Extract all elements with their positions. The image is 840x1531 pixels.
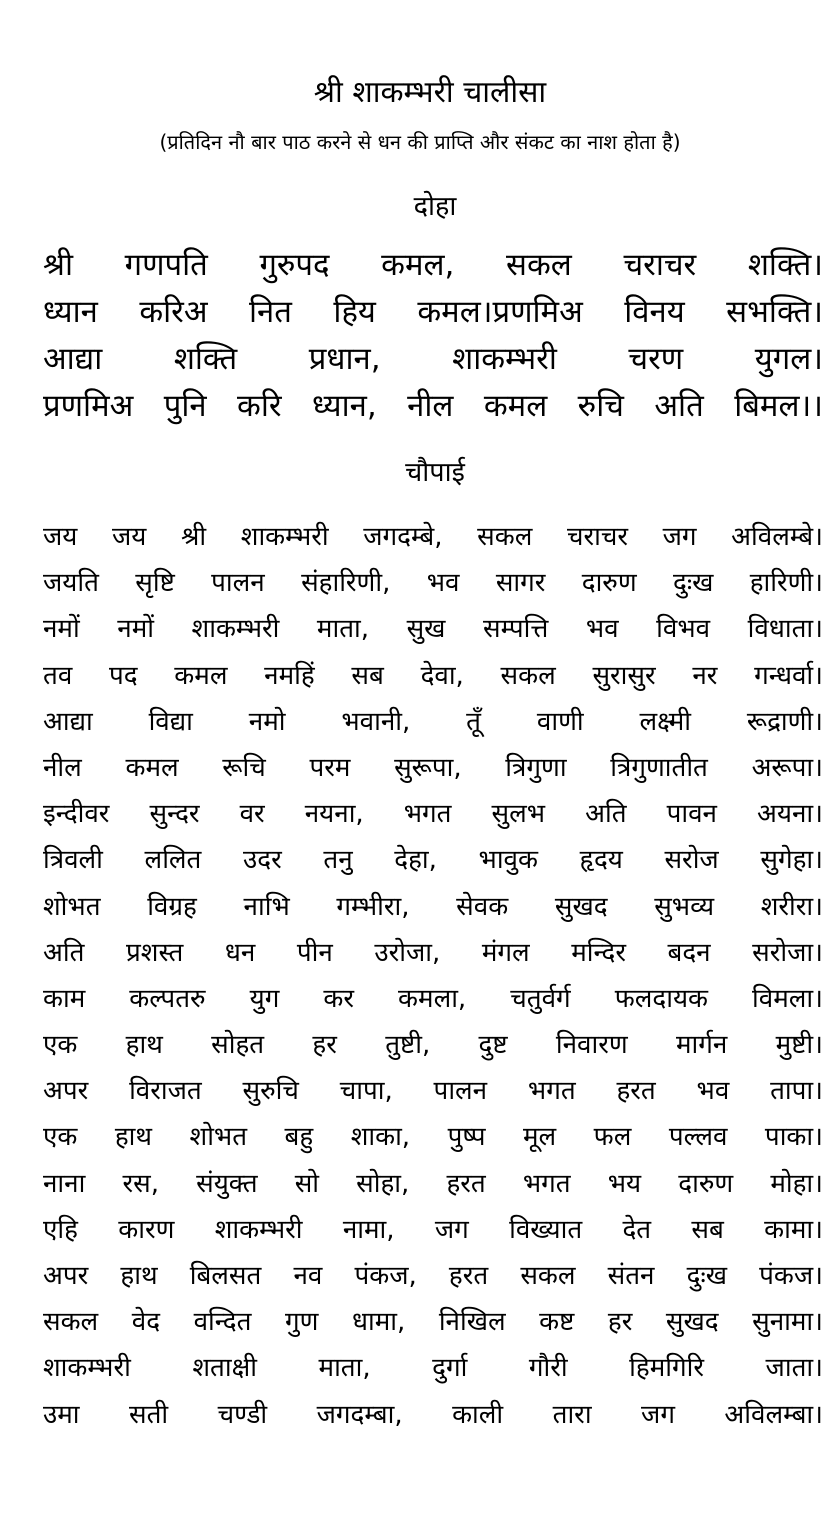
chaupai-line: त्रिवली ललित उदर तनु देहा, भावुक हृदय सरोज सुगेहा। (43, 845, 823, 876)
doha-line: श्री गणपति गुरुपद कमल, सकल चराचर शक्ति। (43, 247, 823, 283)
chaupai-line: एक हाथ सोहत हर तुष्टी, दुष्ट निवारण मार्गन मुष्टी। (43, 1030, 823, 1061)
doha-line: प्रणमिअ पुनि करि ध्यान, नील कमल रुचि अति बिमल।। (43, 388, 823, 424)
chaupai-line: जयति सृष्टि पालन संहारिणी, भव सागर दारुण दुःख हारिणी। (43, 568, 823, 599)
chaupai-line: जय जय श्री शाकम्भरी जगदम्बे, सकल चराचर जग अविलम्बे। (43, 522, 823, 552)
chaupai-line: उमा सती चण्डी जगदम्बा, काली तारा जग अविलम्बा। (43, 1399, 823, 1430)
chaupai-line: एहि कारण शाकम्भरी नामा, जग विख्यात देत सब कामा। (43, 1214, 823, 1245)
chaupai-line: एक हाथ शोभत बहु शाका, पुष्प मूल फल पल्लव पाका। (43, 1122, 823, 1153)
chaupai-line: अति प्रशस्त धन पीन उरोजा, मंगल मन्दिर बदन सरोजा। (43, 937, 823, 968)
chaupai-line: नमों नमों शाकम्भरी माता, सुख सम्पत्ति भव विभव विधाता। (43, 614, 823, 645)
chaupai-line: अपर हाथ बिलसत नव पंकज, हरत सकल संतन दुःख पंकज। (43, 1261, 823, 1291)
doha-verses (43, 242, 823, 430)
chaupai-line: अपर विराजत सुरुचि चापा, पालन भगत हरत भव तापा। (43, 1076, 823, 1107)
chaupai-line: तव पद कमल नमहिं सब देवा, सकल सुरासुर नर गन्धर्वा। (43, 660, 823, 691)
chaupai-line: शाकम्भरी शताक्षी माता, दुर्गा गौरी हिमगिरि जाता। (43, 1353, 823, 1384)
doha-line: आद्या शक्ति प्रधान, शाकम्भरी चरण युगल। (43, 341, 823, 377)
chaupai-line: आद्या विद्या नमो भवानी, तूँ वाणी लक्ष्मी रूद्राणी। (43, 706, 823, 737)
chaupai-line: सकल वेद वन्दित गुण धामा, निखिल कष्ट हर सुखद सुनामा। (43, 1307, 823, 1338)
chaupai-line: काम कल्पतरु युग कर कमला, चतुर्वर्ग फलदायक विमला। (43, 983, 823, 1014)
chaupai-verses (43, 514, 823, 1438)
chaupai-line: नाना रस, संयुक्त सो सोहा, हरत भगत भय दारुण मोहा। (43, 1168, 823, 1199)
doha-line: ध्यान करिअ नित हिय कमल।प्रणमिअ विनय सभक्ति। (43, 294, 823, 330)
chaupai-line: नील कमल रूचि परम सुरूपा, त्रिगुणा त्रिगुणातीत अरूपा। (43, 752, 823, 783)
doha-heading: दोहा (413, 191, 457, 222)
document-subtitle: (प्रतिदिन नौ बार पाठ करने से धन की प्राप्ति और संकट का नाश होता है) (159, 130, 681, 154)
chaupai-heading: चौपाई (405, 457, 465, 488)
chaupai-line: शोभत विग्रह नाभि गम्भीरा, सेवक सुखद सुभव्य शरीरा। (43, 891, 823, 922)
chaupai-line: इन्दीवर सुन्दर वर नयना, भगत सुलभ अति पावन अयना। (43, 799, 823, 830)
document-title: श्री शाकम्भरी चालीसा (313, 75, 547, 110)
